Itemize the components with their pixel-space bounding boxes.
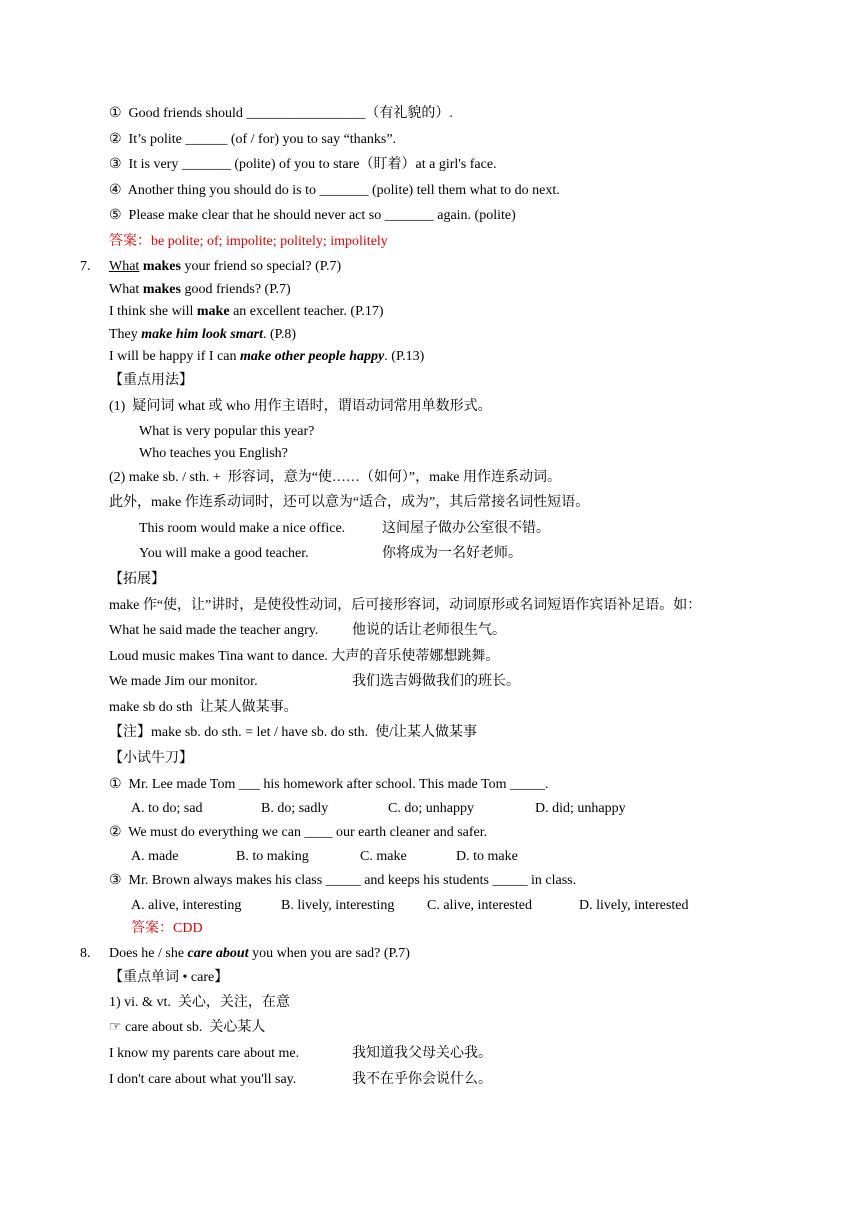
example-sentence: I don't care about what you'll say.	[109, 1072, 297, 1087]
sentence-rest: an excellent teacher. (P.17)	[229, 304, 384, 319]
practice-answer: 答案：be polite; of; impolite; politely; impolitely	[109, 234, 388, 249]
phrase-text: ☞ care about sb. 关心某人	[109, 1020, 266, 1035]
option-c: C. alive, interested	[427, 898, 532, 913]
extension-example: Loud music makes Tina want to dance. 大声的音乐使蒂娜想跳舞。	[109, 649, 500, 664]
bold-italic-phrase: care about	[187, 946, 249, 961]
practice-question-5: ⑤ Please make clear that he should never act so _______ again. (polite)	[109, 208, 516, 223]
option-d: D. lively, interested	[579, 898, 689, 913]
usage-point-3: 此外，make 作连系动词时，还可以意为“适合，成为”，其后常接名词性短语。	[109, 495, 590, 510]
section-heading-practice: 【小试牛刀】	[109, 751, 193, 766]
sentence-start: I think she will	[109, 304, 197, 319]
usage-example: You will make a good teacher.	[139, 546, 309, 561]
sentence-start: Does he / she	[109, 946, 188, 961]
sentence-rest: good friends? (P.7)	[180, 282, 291, 297]
example-translation: 我知道我父母关心我。	[352, 1046, 492, 1061]
usage-point-1: (1) 疑问词 what 或 who 用作主语时，谓语动词常用单数形式。	[109, 399, 492, 414]
example-sentence	[109, 281, 291, 299]
sentence-start: What	[109, 282, 143, 297]
example-sentence	[109, 326, 296, 344]
bold-keyword: makes	[142, 282, 181, 297]
option-c: C. do; unhappy	[388, 801, 474, 816]
sentence-rest: . (P.13)	[384, 349, 425, 364]
bold-keyword: make	[196, 304, 230, 319]
practice-question-2: ② We must do everything we can ____ our earth cleaner and safer.	[109, 825, 488, 840]
option-b: B. do; sadly	[261, 801, 329, 816]
item-number-8: 8.	[80, 946, 91, 961]
usage-example: Who teaches you English?	[139, 446, 288, 461]
bold-italic-phrase: make other people happy	[240, 349, 385, 364]
option-a: A. made	[131, 849, 179, 864]
section-heading-key-word: 【重点单词 • care】	[109, 970, 229, 985]
sentence-rest: . (P.8)	[263, 327, 297, 342]
practice-question-2: ② It’s polite ______ (of / for) you to say “thanks”.	[109, 132, 397, 147]
option-c: C. make	[360, 849, 407, 864]
practice-question-1: ① Mr. Lee made Tom ___ his homework after school. This made Tom _____.	[109, 777, 549, 792]
usage-example: This room would make a nice office.	[139, 521, 346, 536]
bold-italic-phrase: make him look smart	[141, 327, 263, 342]
practice-question-1: ① Good friends should _________________（有礼貌的）.	[109, 106, 453, 121]
option-b: B. to making	[236, 849, 309, 864]
sentence-rest: your friend so special? (P.7)	[180, 259, 342, 274]
example-sentence	[109, 945, 410, 963]
usage-example: What is very popular this year?	[139, 424, 315, 439]
option-d: D. to make	[456, 849, 518, 864]
usage-example-translation: 你将成为一名好老师。	[382, 546, 522, 561]
example-sentence	[109, 303, 384, 321]
option-a: A. to do; sad	[131, 801, 203, 816]
note-text: 【注】make sb. do sth. = let / have sb. do sth. 使/让某人做某事	[109, 725, 477, 740]
option-a: A. alive, interesting	[131, 898, 242, 913]
example-translation: 我不在乎你会说什么。	[352, 1072, 492, 1087]
extension-text: make 作“使，让”讲时，是使役性动词，后可接形容词，动词原形或名词短语作宾语补足语。如：	[109, 598, 702, 613]
extension-example: What he said made the teacher angry.	[109, 623, 319, 638]
extension-example-translation: 我们选吉姆做我们的班长。	[352, 674, 520, 689]
extension-example-translation: 他说的话让老师很生气。	[352, 623, 506, 638]
option-b: B. lively, interesting	[281, 898, 395, 913]
section-heading-usage: 【重点用法】	[109, 373, 193, 388]
usage-example-translation: 这间屋子做办公室很不错。	[382, 521, 550, 536]
item-number-7: 7.	[80, 259, 91, 274]
extension-example: make sb do sth 让某人做某事。	[109, 700, 298, 715]
practice-answer: 答案：CDD	[131, 921, 203, 936]
definition-text: 1) vi. & vt. 关心，关注，在意	[109, 995, 290, 1010]
usage-point-2: (2) make sb. / sth. + 形容词，意为“使……（如何）”，make 用作连系动词。	[109, 470, 561, 485]
sentence-rest: you when you are sad? (P.7)	[248, 946, 410, 961]
underlined-word: What	[109, 259, 140, 274]
example-sentence: I know my parents care about me.	[109, 1046, 300, 1061]
example-sentence	[109, 258, 341, 276]
practice-question-3: ③ Mr. Brown always makes his class _____ and keeps his students _____ in class.	[109, 873, 577, 888]
option-d: D. did; unhappy	[535, 801, 626, 816]
sentence-start: I will be happy if I can	[109, 349, 241, 364]
example-sentence	[109, 348, 424, 366]
practice-question-3: ③ It is very _______ (polite) of you to stare（盯着）at a girl's face.	[109, 157, 497, 172]
practice-question-4: ④ Another thing you should do is to _______ (polite) tell them what to do next.	[109, 183, 560, 198]
section-heading-extension: 【拓展】	[109, 572, 165, 587]
bold-keyword: makes	[142, 259, 181, 274]
sentence-start: They	[109, 327, 142, 342]
extension-example: We made Jim our monitor.	[109, 674, 258, 689]
